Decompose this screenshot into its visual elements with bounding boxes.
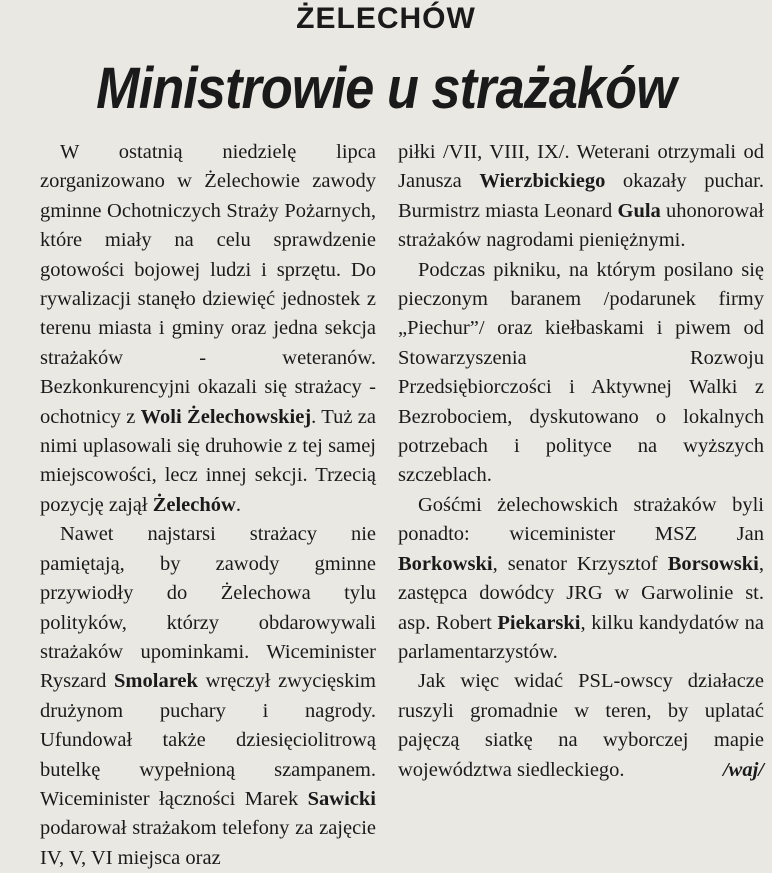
bold-name: Borkowski [398, 552, 493, 575]
bold-name: Piekarski [497, 611, 581, 634]
bold-name: Sawicki [307, 787, 376, 810]
paragraph-2: Nawet najstarsi strażacy nie pamiętają, by zawody gminne przywiodły do Żelechowa tylu polityków, którzy obdarowywali strażaków upominkami. Wiceminister Ryszard Smolarek wręczył zwycięskim drużynom puchary i nagrody. Ufundował także dziesięciolitrową butelkę wypełnioną szampanem. Wiceminister łączności Marek Sawicki podarował strażakom telefony za zajęcie IV, V, VI miejsca oraz [40, 523, 377, 869]
article-headline: Ministrowie u strażaków [96, 56, 676, 121]
paragraph-3: Podczas pikniku, na którym posilano się pieczonym baranem /podarunek firmy „Piechur”/ oraz kiełbaskami i piwem od Stowarzyszenia Rozwoju Przedsiębiorczości i Aktywnej Walki z Bezrobociem, dyskutowano o lokalnych potrzebach i polityce na wyższych szczeblach. [398, 258, 764, 487]
bold-name: Wierzbickiego [479, 170, 606, 193]
bold-name: Woli Żelechowskiej [140, 405, 312, 428]
paragraph-2-continued: piłki /VII, VIII, IX/. Weterani otrzymali od Janusza Wierzbickiego okazały puchar. Burmistrz miasta Leonard Gula uhonorował strażaków nagrodami pieniężnymi. [398, 141, 764, 252]
bold-name: Smolarek [114, 670, 198, 693]
bold-name: Gula [617, 199, 661, 222]
paragraph-4: Gośćmi żelechowskich strażaków byli ponadto: wiceminister MSZ Jan Borkowski, senator Krzysztof Borsowski, zastępca dowódcy JRG w Garwolinie st. asp. Robert Piekarski, kilku kandydatów na parlamentarzystów. [398, 493, 764, 663]
paragraph-5: Jak więc widać PSL-owscy działacze ruszyli gromadnie w teren, by uplatać pajęczą siatkę na wyborczej mapie województwa siedleckiego. /waj/ [398, 667, 764, 785]
show-through-text-second [20, 88, 37, 157]
article-column-left [40, 138, 376, 873]
article-kicker: ŻELECHÓW [296, 2, 476, 35]
bold-name: Żelechów [152, 493, 236, 516]
article-column-right [398, 138, 764, 785]
paragraph-1: W ostatnią niedzielę lipca zorganizowano w Żelechowie zawody gminne Ochotniczych Straży Pożarnych, które miały na celu sprawdzenie gotowości bojowej ludzi i sprzętu. Do rywalizacji stanęło dziewięć jednostek z terenu miasta i gminy oraz jedna sekcja strażaków - weteranów. Bezkonkurencyjni okazali się strażacy - ochotnicy z Woli Żelechowskiej. Tuż za nimi uplasowali się druhowie z tej samej miejscowości, lecz innej sekcji. Trzecią pozycję zajął Żelechów. [40, 141, 376, 516]
author-signature: /waj/ [722, 758, 764, 781]
bold-name: Borsowski [667, 552, 759, 575]
